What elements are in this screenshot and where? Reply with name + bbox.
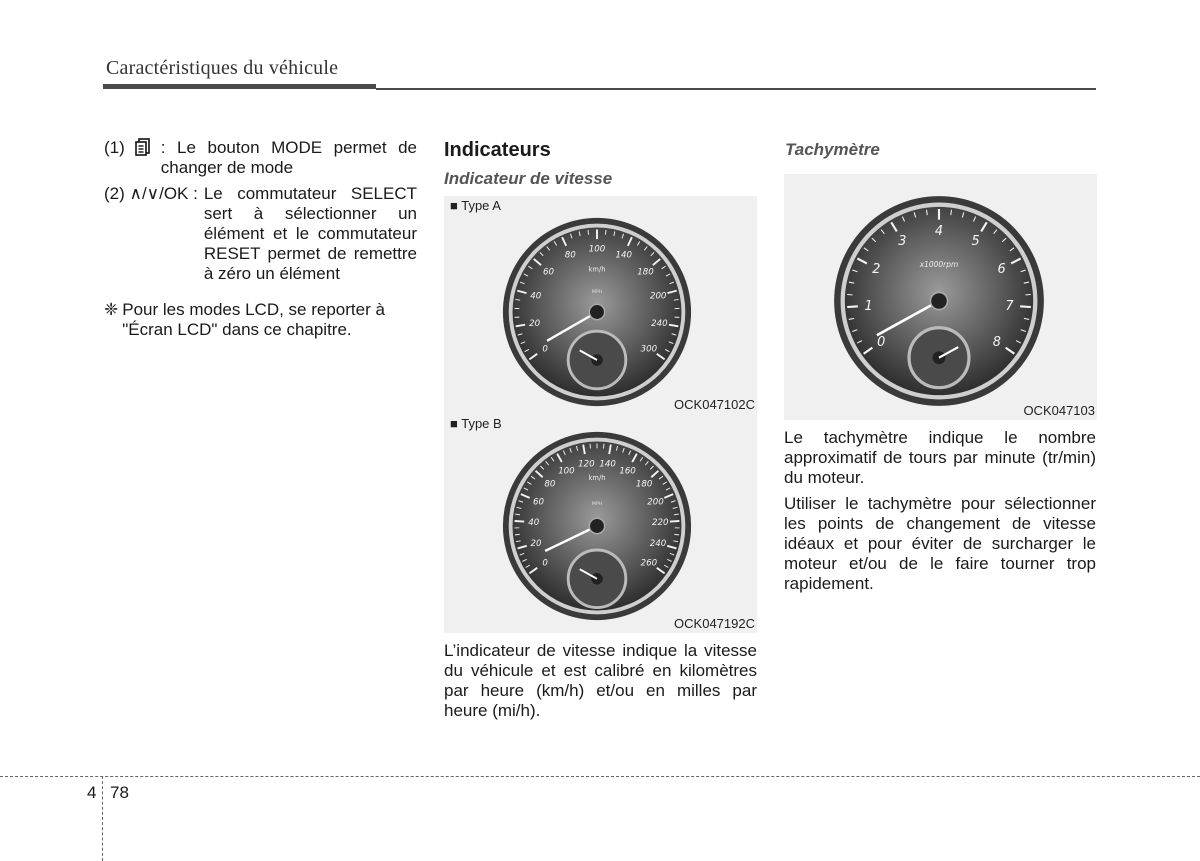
minor-tick <box>926 210 927 215</box>
needle-hub <box>589 304 604 319</box>
speedometer-type-b-panel <box>444 414 757 633</box>
speed-unit-label: km/h <box>588 473 606 482</box>
gauge-tick-label: 240 <box>649 539 667 550</box>
gauge-tick-label: 8 <box>992 334 1001 350</box>
gauge-tick-label: 300 <box>640 344 658 355</box>
gauge-tick-label: 160 <box>619 466 636 477</box>
gauge-tick-label: 20 <box>530 539 542 550</box>
figure-code: OCK047102C <box>674 397 755 412</box>
gauge-tick-label: 220 <box>652 518 669 529</box>
note-text: Pour les modes LCD, se reporter à "Écran LCD" dans ce chapitre. <box>122 300 385 339</box>
note-symbol: ❈ <box>104 300 119 319</box>
gauge-tick-label: 40 <box>530 291 542 302</box>
gauge-tick-label: 4 <box>934 223 944 239</box>
footer-rule <box>0 776 1200 777</box>
gauge-tick-label: 140 <box>599 459 616 470</box>
major-tick <box>1020 306 1031 307</box>
major-tick <box>515 521 525 522</box>
tachometer-description-1: Le tachymètre indique le nombre approximatif de tours par minute (tr/min) du moteur. <box>784 428 1096 487</box>
tachometer-panel <box>784 174 1097 420</box>
minor-tick <box>605 230 606 235</box>
tachometer-subtitle: Tachymètre <box>785 140 880 159</box>
gauge-tick-label: 60 <box>542 267 554 278</box>
minor-tick <box>674 514 679 515</box>
gauge-tick-label: 180 <box>635 479 653 490</box>
major-tick <box>847 306 858 307</box>
gauge-tick-label: 240 <box>651 319 668 330</box>
tachometer-gauge <box>832 194 1046 408</box>
speed-unit-label: km/h <box>588 265 606 274</box>
section-title: Indicateurs <box>444 139 551 161</box>
item-number: (2) ∧/∨/OK : <box>104 184 198 203</box>
gauge-tick-label: 7 <box>1005 299 1014 315</box>
gauge-tick-label: 1 <box>864 299 873 315</box>
gauge-tick-label: 40 <box>528 518 540 529</box>
speedometer-type-b-gauge <box>501 430 693 622</box>
gauge-tick-label: 3 <box>898 234 907 250</box>
indicators-section <box>444 138 757 190</box>
gauge-tick-label: 100 <box>588 244 606 255</box>
gauge-tick-label: 20 <box>529 319 541 330</box>
page-number: 78 <box>110 783 129 802</box>
figure-code: OCK047192C <box>674 616 755 631</box>
tachometer-description-2: Utiliser le tachymètre pour sélectionner les points de changement de vitesse idéaux et pour éviter de surcharger le moteur et/ou de le faire tourner trop rapidement. <box>784 494 1096 593</box>
select-item-text: Le commutateur SELECT sert à sélectionner un élément et le commutateur RESET permet de remettre à zéro un élément <box>203 184 417 283</box>
select-item <box>104 184 417 284</box>
speedometer-type-a-panel <box>444 196 757 414</box>
gauge-tick-label: 5 <box>971 234 980 250</box>
item-number: (1) <box>104 138 125 157</box>
gauge-tick-label: 6 <box>997 261 1006 277</box>
minor-tick <box>515 534 520 535</box>
chapter-number: 4 <box>87 783 97 802</box>
minor-tick <box>951 210 952 215</box>
gauge-tick-label: 80 <box>544 479 556 490</box>
figure-code: OCK047103 <box>1023 403 1095 418</box>
gauge-tick-label: 0 <box>542 344 548 355</box>
speedometer-subtitle: Indicateur de vitesse <box>444 169 613 188</box>
panel-label: ■ Type A <box>450 198 501 213</box>
gauge-tick-label: 200 <box>649 291 667 302</box>
gauge-tick-label: 120 <box>578 459 595 470</box>
page-header-title: Caractéristiques du véhicule <box>106 57 339 79</box>
header-rule-thick <box>103 84 376 89</box>
gauge-tick-label: 200 <box>647 497 664 508</box>
gauge-tick-label: 2 <box>872 261 881 277</box>
panel-label: ■ Type B <box>450 416 502 431</box>
gauge-tick-label: 100 <box>558 466 575 477</box>
mode-item-text: : Le bouton MODE permet de changer de mode <box>160 138 417 177</box>
gauge-tick-label: 80 <box>564 250 576 261</box>
gauge-tick-label: 260 <box>640 558 658 569</box>
gauge-tick-label: 0 <box>542 558 548 569</box>
minor-tick <box>674 534 679 535</box>
gauge-tick-label: 60 <box>533 497 545 508</box>
mode-item <box>104 138 417 178</box>
left-column <box>104 138 417 340</box>
header-rule-thin <box>376 88 1096 90</box>
mode-button-icon <box>135 138 151 156</box>
minor-tick <box>588 230 589 235</box>
gauge-tick-label: 180 <box>637 267 654 278</box>
footer-divider <box>102 776 103 861</box>
speedometer-description: L’indicateur de vitesse indique la vitesse du véhicule et est calibré en kilomètres par heure (km/h) et/ou en milles par heure (mi/h). <box>444 641 757 720</box>
speedometer-type-a-gauge <box>501 216 693 408</box>
gauge-tick-label: 140 <box>615 250 633 261</box>
needle-hub <box>589 518 604 533</box>
mph-unit-label: MPH <box>591 289 603 295</box>
needle-hub <box>930 292 947 309</box>
rpm-unit-label: x1000rpm <box>919 259 959 269</box>
minor-tick <box>515 514 520 515</box>
gauge-tick-label: 0 <box>877 334 886 350</box>
lcd-note <box>104 300 417 340</box>
major-tick <box>670 521 680 522</box>
mph-unit-label: MPH <box>591 501 603 507</box>
